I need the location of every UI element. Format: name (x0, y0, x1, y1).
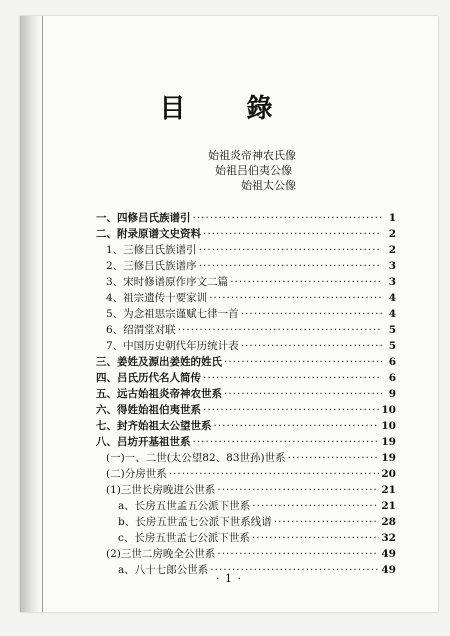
toc-entry-page: 6 (388, 356, 396, 368)
toc-dot-leader (214, 418, 380, 434)
toc-entry (96, 514, 396, 530)
toc-dot-leader (203, 402, 379, 418)
toc-dot-leader (274, 514, 380, 530)
portrait-caption-shennong: 始祖炎帝神农氏像 (208, 149, 296, 162)
toc-entry-label: 6、绍渭堂对联 (106, 324, 176, 336)
toc-entry-page: 10 (381, 404, 396, 416)
toc-entry-label: c、长房五世孟七公派下世系 (118, 532, 250, 544)
toc-entry-page: 3 (388, 260, 396, 272)
toc-entry-label: 5、为念祖思宗谨赋七律一首 (106, 308, 239, 320)
toc-dot-leader (230, 274, 382, 290)
toc-entry (96, 226, 396, 242)
toc-dot-leader (193, 434, 380, 450)
toc-entry (96, 402, 396, 418)
toc-entry (96, 210, 396, 226)
toc-entry-label: 七、封齐始祖太公望世系 (96, 420, 212, 432)
toc-dot-leader (199, 258, 382, 274)
toc-entry-label: (一)一、二世(太公望82、83世孙)世系 (106, 452, 286, 464)
toc-entry-page: 4 (388, 308, 396, 320)
toc-entry-label: 六、得姓始祖伯夷世系 (96, 404, 201, 416)
toc-entry (96, 530, 396, 546)
toc-entry (96, 290, 396, 306)
toc-entry-page: 21 (381, 500, 396, 512)
toc-dot-leader (199, 242, 382, 258)
toc-entry-page: 1 (388, 212, 396, 224)
toc-entry (96, 338, 396, 354)
toc-entry-page: 19 (381, 452, 396, 464)
toc-entry-label: 2、三修吕氏族谱序 (106, 260, 197, 272)
toc-entry-page: 49 (381, 564, 396, 576)
portrait-list (208, 148, 296, 193)
toc-entry-label: 三、姜姓及源出姜姓的姓氏 (96, 356, 222, 368)
toc-entry-label: b、长房五世孟七公派下世系线谱 (118, 516, 272, 528)
toc-entry-page: 5 (388, 324, 396, 336)
toc-entry (96, 258, 396, 274)
toc-entry-label: 3、宋时修谱原作序文二篇 (106, 276, 229, 288)
toc-entry (96, 242, 396, 258)
toc-entry-page: 19 (381, 436, 396, 448)
page-number-footer: · 1 · (216, 572, 242, 585)
toc-entry-label: a、长房五世孟五公派下世系 (118, 500, 251, 512)
toc-entry (96, 370, 396, 386)
toc-dot-leader (169, 466, 380, 482)
toc-entry (96, 546, 396, 562)
toc-entry (96, 434, 396, 450)
toc-entry (96, 354, 396, 370)
toc-entry-label: 7、中国历史朝代年历统计表 (106, 340, 239, 352)
toc-dot-leader (224, 386, 382, 402)
toc-dot-leader (252, 530, 379, 546)
toc-entry-label: (2)三世二房晚全公世系 (106, 548, 216, 560)
toc-entry-page: 20 (381, 468, 396, 480)
toc-entry-page: 5 (388, 340, 396, 352)
page-title: 目 錄 (159, 94, 299, 124)
toc-entry-page: 3 (388, 276, 396, 288)
toc-entry-label: 一、四修吕氏族谱引 (96, 212, 191, 224)
toc-entry (96, 322, 396, 338)
toc-dot-leader (288, 450, 380, 466)
toc-entry (96, 386, 396, 402)
toc-entry-page: 32 (381, 532, 396, 544)
toc-entry-label: a、八十七郎公世系 (118, 564, 209, 576)
toc-entry-label: 四、吕氏历代名人简传 (96, 372, 201, 384)
toc-entry-label: 1、三修吕氏族谱引 (106, 244, 197, 256)
toc-entry (96, 482, 396, 498)
toc-entry-label: 4、祖宗遗传十要家训 (106, 292, 208, 304)
toc-dot-leader (217, 546, 379, 562)
toc-dot-leader (252, 498, 379, 514)
toc-entry (96, 306, 396, 322)
toc-dot-leader (209, 290, 382, 306)
toc-dot-leader (241, 306, 382, 322)
toc-entry (96, 274, 396, 290)
toc-dot-leader (193, 210, 383, 226)
toc-entry-label: 五、远古始祖炎帝神农世系 (96, 388, 222, 400)
toc-dot-leader (217, 482, 379, 498)
portrait-caption-boyi: 始祖吕伯夷公像 (215, 164, 292, 177)
toc-entry-page: 49 (381, 548, 396, 560)
toc-dot-leader (241, 338, 382, 354)
table-of-contents (96, 210, 396, 578)
portrait-caption-taigong: 始祖太公像 (241, 179, 296, 192)
toc-entry-page: 6 (388, 372, 396, 384)
toc-entry-label: (1)三世长房晚进公世系 (106, 484, 216, 496)
toc-entry-label: 二、附录原谱文史资料 (96, 228, 201, 240)
toc-entry-page: 10 (381, 420, 396, 432)
toc-dot-leader (203, 370, 382, 386)
toc-entry-page: 28 (381, 516, 396, 528)
toc-entry (96, 450, 396, 466)
toc-entry-label: (二)分房世系 (106, 468, 167, 480)
toc-entry-page: 21 (381, 484, 396, 496)
toc-dot-leader (178, 322, 382, 338)
toc-entry (96, 466, 396, 482)
toc-entry-page: 2 (388, 244, 396, 256)
toc-entry-label: 八、吕坊开基祖世系 (96, 436, 191, 448)
toc-entry-page: 2 (388, 228, 396, 240)
toc-dot-leader (203, 226, 382, 242)
toc-entry-page: 4 (388, 292, 396, 304)
toc-dot-leader (224, 354, 382, 370)
toc-entry (96, 418, 396, 434)
toc-entry-page: 9 (388, 388, 396, 400)
toc-entry (96, 498, 396, 514)
